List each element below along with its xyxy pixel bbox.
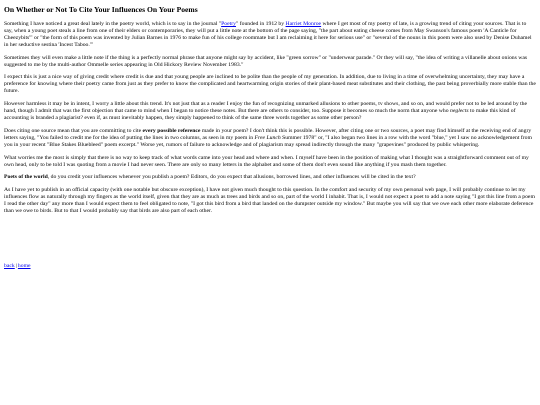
paragraph-7 [4,174,536,181]
home-link[interactable]: home [17,262,31,269]
text: " founded in 1912 by [235,21,286,27]
text: Something I have noticed a great deal lately in the poetry world, which is to say in the journal " [4,21,222,27]
paragraph-4 [4,101,536,122]
spacer [4,221,536,263]
bold-text: Poets of the world [4,174,48,181]
page-title: On Whether or Not To Cite Your Influences On Your Poems [4,5,198,14]
footer-nav [4,263,536,270]
text: where I get most of my poetry of late, is a growing trend of citing your sources. That is to say, when a young poet steals a line from one of their elders or contemporaries, they will put a little note at the bottom of the page saying, "the part about eating cheese comes from May Swanson's famous poem 'A Canticle for Cheezybits'" or "the form of this poem was invented by Julian Barnes in 1976 to make fun of his college roommate but I am reclaiming it here for serious use" or "several of the nouns in this poem were also used by Denise Duhamel in her seductive sestina 'Incest Taboo.'" [4,21,532,48]
text: Summer 1978" or, "I also began two lines in a row with the word "blue," yet I saw no acknowledgement from you in your recent "Blue Stakes Bluebleed" poem excerpt." Worse yet, rumors of failure to acknowledge and of plagiarism may spread indirectly through the many "grapevines" produced by public whispering. [4,134,532,148]
emphasis: neglects [449,108,469,115]
text: Does citing one source mean that you are committing to cite [4,127,143,134]
paragraph-5 [4,128,536,149]
paragraph-1 [4,21,536,49]
separator: | [15,262,17,269]
text: However harmless it may be in intent, I worry a little about this trend. It's not just that as a reader I enjoy the fun of recognizing unmarked allusions to other poems, tv shows, and so on, and would prefer not to be led around by the hand, though I admit that was the first objection that came to mind when I began to notice these notes. But there are others to consider, too. Suppose it becomes so much the norm that anyone who [4,101,528,115]
harriet-monroe-link[interactable]: Harriet Monroe [285,21,322,27]
text: to make this kind of accounting is branded a plagiarist? even if, as must inevitably happen, they simply happened to think of the same three words together as some other person? [4,108,516,121]
text: , do you credit your influences whenever you publish a poem? Editors, do you expect that allusions, borrowed lines, and other influences will be cited in the text? [47,174,416,181]
back-link[interactable]: back [4,262,15,269]
poetry-link[interactable]: Poetry [221,21,236,27]
paragraph-3: I expect this is just a nice way of giving credit where credit is due and that young people are inclined to be polite than the people of my generation. In addition, due to living in a time of overwhelming uncertainty, they may have a preference for knowing where their poetry came from just as they prefer to know the complicated and heartwarming origin stories of their plant-based meat substitutes and their clothing, the past being proverbially more stable than the future. [4,74,536,95]
paragraph-8: As I have yet to publish in an official capacity (with one notable but obscure exception), I have not given much thought to this question. In the comfort and security of my own personal web page, I will probably continue to let my influences flow as naturally through my fingers as the world itself, given that they are as much as trees and birds and so on, part of the world I inhabit. That is, I would not expect a poet to add a note saying "I got this line from a poem I read the other day" any more than I would expect them to feel obligated to note, "I got this bird from a bird that landed on the dumpster outside my window." But maybe you will say that we owe each other more elaborate deference than we owe to birds. But to that I would probably say that birds are also part of each other. [4,187,535,215]
paragraph-6: What worries me the most is simply that there is no way to keep track of what words came into your head and where and when. I myself have been in the position of making what I thought was a straightforward comment out of my own head, only to be told I was quoting from a movie I had never seen. There are only so many letters in the alphabet and some of them don't even sound like anything if you mash them together. [4,154,529,168]
emphasis: Free Lunch [254,134,281,141]
bold-text: every possible reference [142,127,201,134]
text: made in your poem? I don't think this is possible. However, after citing one or two sources, a poet may find himself at the receiving end of angry letters saying, "You failed to credit me for the idea of putting the lines in two columns, as seen in my poem in [4,127,532,141]
paragraph-2: Sometimes they will even make a little note if the thing is a perfectly normal phrase that anyone might say by accident, like "green sorrow" or "underwear parade." Or they will say, "the idea of writing a villanelle about onions was suggested to me by the multi-author Ommelle series appearing in Old Hickory Review November 1983." [4,54,528,68]
